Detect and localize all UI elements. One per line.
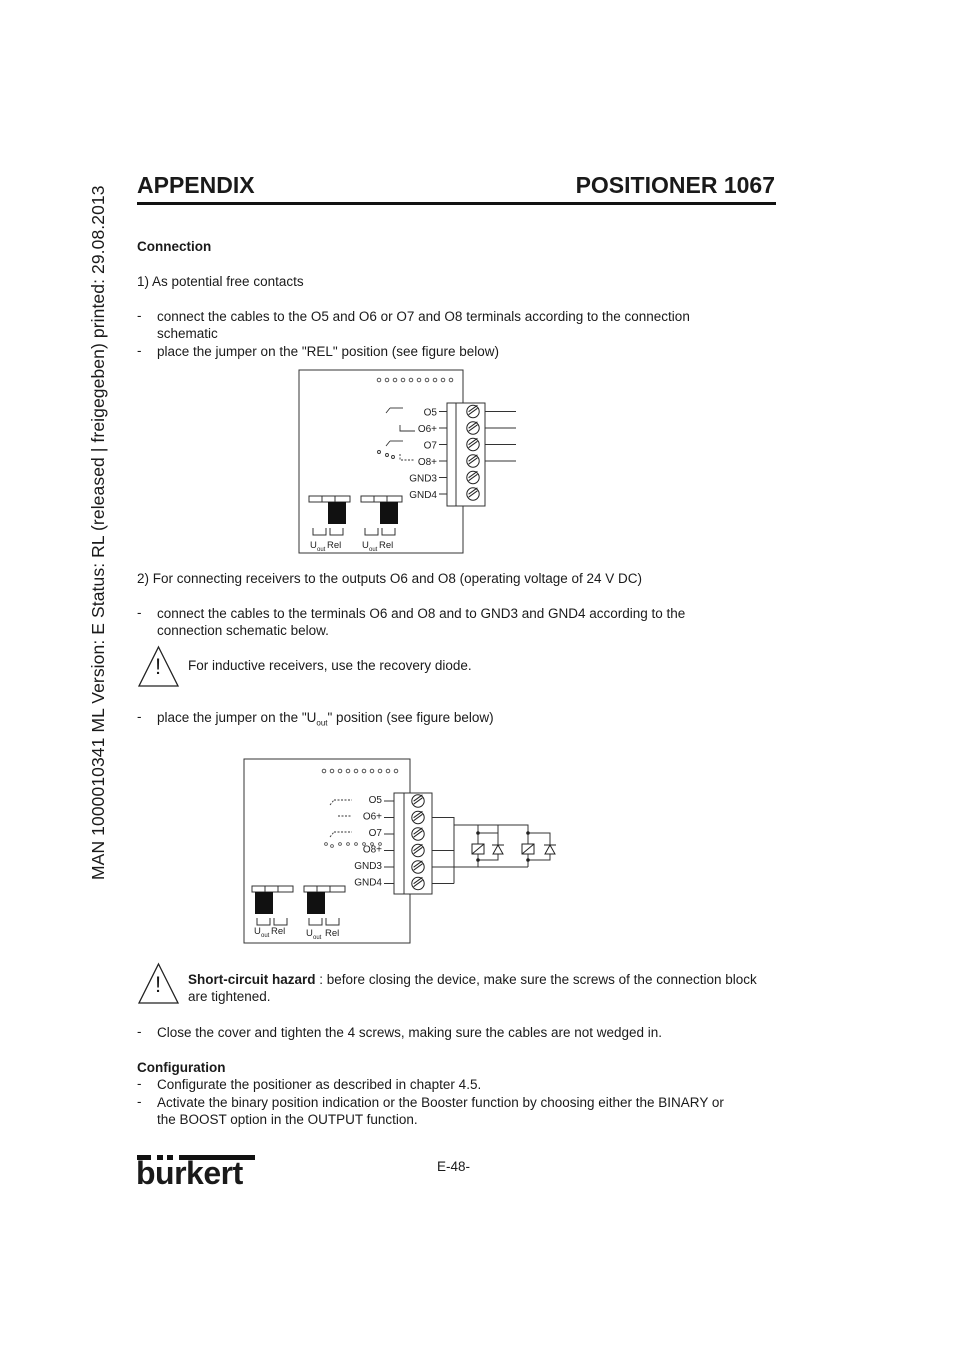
bullet: - [137, 709, 142, 724]
jumper-block-1 [252, 886, 293, 939]
terminal-label: GND4 [354, 877, 382, 889]
bullet: - [137, 1094, 142, 1109]
terminal-block [447, 403, 485, 506]
warning-text: For inductive receivers, use the recovery diode. [188, 658, 472, 673]
document-status-note: MAN 1000010341 ML Version: E Status: RL (released | freigegeben) printed: 29.08.2013 [88, 185, 108, 880]
warning-mark: ! [154, 654, 162, 679]
header-pins [322, 769, 398, 773]
bullet: - [137, 343, 142, 358]
warning-bold: Short-circuit hazard [188, 972, 316, 987]
bullet: - [137, 1076, 142, 1091]
product-title: POSITIONER 1067 [575, 172, 775, 198]
jumper-text-prefix: place the jumper on the "U [157, 710, 317, 725]
terminal-label: GND3 [354, 861, 382, 872]
jumper-uout-sub: out [313, 935, 322, 941]
header-rule [137, 202, 776, 205]
jumper-uout-label: U [254, 926, 261, 937]
wiring-diagram-relay [290, 365, 530, 560]
header-pins [377, 378, 453, 382]
relay-contacts [330, 800, 352, 837]
section-title: APPENDIX [137, 172, 255, 198]
terminal-label: O5 [368, 795, 382, 806]
bullet: - [137, 1024, 142, 1039]
wiring-diagram-uout [240, 755, 570, 950]
burkert-logo [137, 1155, 257, 1191]
jumper-rel-label: Rel [271, 926, 286, 937]
output-cables [485, 412, 516, 462]
jumper-block-2 [361, 496, 402, 553]
connection-heading: Connection [137, 239, 212, 254]
terminal-label: O8+ [362, 844, 382, 856]
jumper-uout-label: U [310, 540, 317, 551]
jumper-uout-label: U [306, 928, 313, 939]
jumper-uout-label: U [362, 540, 369, 551]
list-item: Activate the binary position indication or the Booster function by choosing either the BINARY or the BOOST option in the OUTPUT function. [157, 1095, 724, 1127]
list-item: place the jumper on the "REL" position (see figure below) [157, 344, 500, 359]
list-item [157, 709, 757, 732]
terminal-label: GND4 [409, 490, 437, 501]
jumper-block-2 [304, 886, 345, 941]
jumper-rel-label: Rel [327, 540, 342, 551]
list-item: connect the cables to the terminals O6 and O8 and to GND3 and GND4 according to the connection schematic below. [157, 606, 686, 638]
list-item: Close the cover and tighten the 4 screws, making sure the cables are not wedged in. [157, 1025, 663, 1040]
jumper-rel-label: Rel [379, 540, 394, 551]
terminal-label: O6+ [417, 424, 437, 435]
jumper-text-suffix: " position (see figure below) [327, 710, 494, 725]
list-item: connect the cables to the O5 and O6 or O7 and O8 terminals according to the connection schematic [157, 309, 690, 341]
jumper-uout-sub: out [317, 547, 326, 553]
terminal-label: O7 [423, 440, 437, 452]
jumper-rel-label: Rel [325, 928, 340, 939]
terminal-leads [384, 801, 394, 884]
terminal-leads [439, 412, 447, 495]
list-item: Configurate the positioner as described in chapter 4.5. [157, 1077, 482, 1092]
terminal-label: O7 [368, 828, 382, 839]
bullet: - [137, 605, 142, 620]
bullet: - [137, 308, 142, 323]
warning-text: : before closing the device, make sure the screws of the connection block are tightened. [188, 972, 757, 1004]
jumper-text-sub: out [316, 718, 328, 728]
jumper-block-1 [309, 496, 350, 553]
logo-text: burkert [136, 1155, 243, 1191]
configuration-heading: Configuration [137, 1060, 226, 1075]
case1-text: 1) As potential free contacts [137, 274, 304, 289]
short-circuit-warning [188, 971, 758, 1005]
relay-contacts [378, 408, 416, 460]
terminal-block [394, 793, 432, 894]
case2-text: 2) For connecting receivers to the outputs O6 and O8 (operating voltage of 24 V DC) [137, 571, 643, 586]
terminal-label: GND3 [409, 473, 437, 485]
terminal-label: O8+ [417, 457, 437, 468]
terminal-label: O6+ [362, 811, 382, 823]
jumper-uout-sub: out [369, 547, 378, 553]
warning-mark: ! [154, 972, 162, 997]
terminal-label: O5 [423, 407, 437, 419]
jumper-uout-sub: out [261, 933, 270, 939]
page-number: E-48- [437, 1159, 471, 1174]
